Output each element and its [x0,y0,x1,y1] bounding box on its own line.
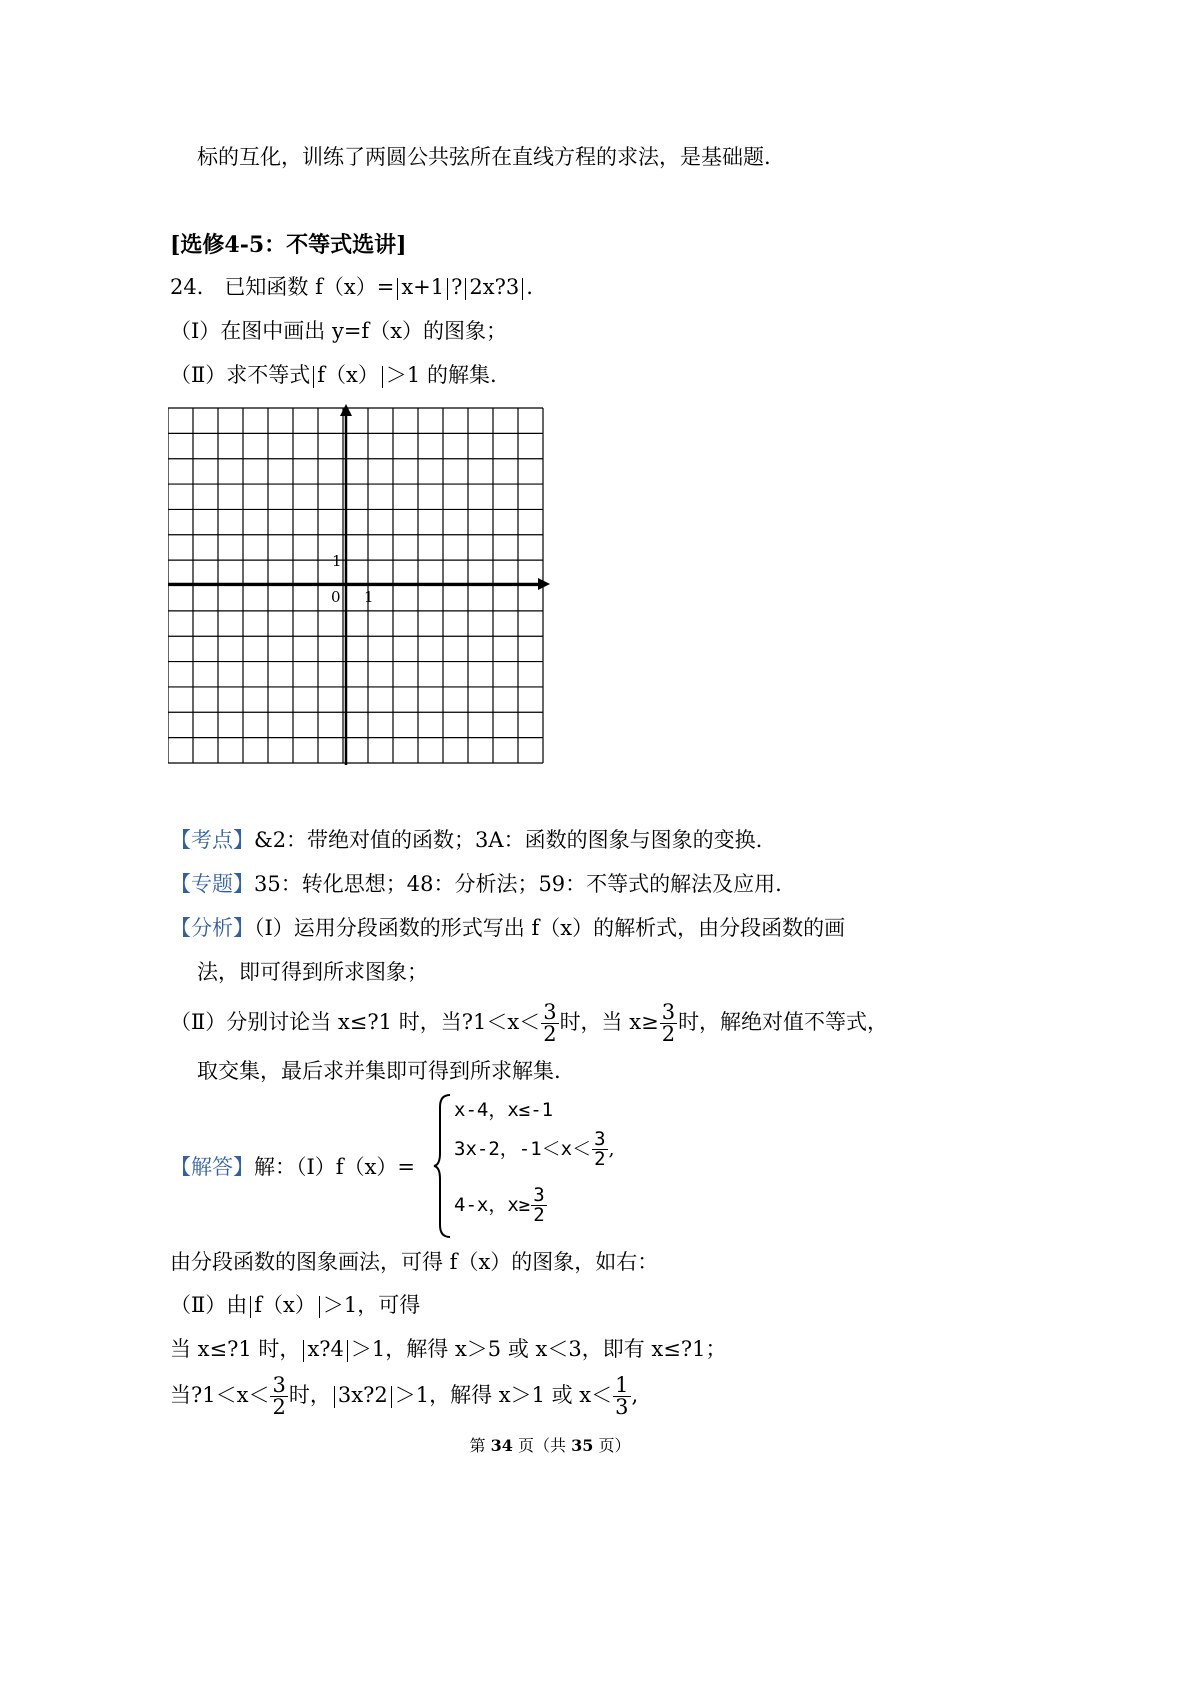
fenxi-text: 时，解绝对值不等式， [678,1010,889,1034]
kaodian-text: &2：带绝对值的函数；3A：函数的图象与图象的变换. [254,828,763,852]
jieda-line3 [170,1291,420,1319]
fraction-denominator: 3 [615,1395,629,1419]
abs-bar [465,278,466,300]
jieda-text: 当 [170,1383,191,1407]
jieda-text: 当 x≤ [170,1337,228,1361]
jieda-text: , [631,1383,639,1407]
page-number: 34 [490,1436,513,1455]
problem-text: 3 [505,275,520,299]
jieda-line2: 由分段函数的图象画法，可得 f（x）的图象，如右： [170,1250,659,1274]
missing-glyph: ? [319,1337,331,1361]
grid-lines [168,408,543,763]
fenxi-line3 [170,1000,888,1045]
jieda-text: f（x） [254,1293,316,1317]
fraction-denominator: 2 [272,1395,286,1419]
fenxi-text: 时，当 x≥ [559,1010,659,1034]
jieda-text: 1＜x＜ [202,1383,270,1407]
missing-glyph: ? [363,1383,375,1407]
problem-text: f（x） [317,363,379,387]
problem-text: 2x [469,275,495,299]
zhuanti-text: 35：转化思想；48：分析法；59：不等式的解法及应用. [254,872,782,896]
page-footer [0,1433,1100,1456]
fenxi-line1 [170,914,845,942]
fraction-denominator: 2 [543,1022,557,1046]
fraction-numerator: 3 [543,1000,557,1024]
abs-bar [397,278,398,300]
fraction [592,1130,607,1169]
fraction-numerator: 3 [272,1373,286,1397]
jieda-text: 1 时， [238,1337,301,1361]
abs-bar [447,278,448,300]
missing-glyph: ? [494,275,506,299]
abs-bar [334,1386,335,1408]
problem-number: 24． [170,275,218,299]
fraction-numerator: 3 [533,1184,545,1206]
y-tick-label: 1 [332,552,342,570]
jieda-text: 4 [330,1337,344,1361]
abs-bar [347,1340,348,1362]
section-title: [选修4-5：不等式选讲] [170,232,407,258]
x-axis-arrow [538,578,550,590]
jieda-text: 时， [288,1383,331,1407]
fraction [270,1375,287,1418]
jieda-text: （Ⅱ）由 [170,1293,248,1317]
jieda-text: x [307,1337,320,1361]
fenxi-line4: 取交集，最后求并集即可得到所求解集. [197,1059,561,1083]
abs-bar [313,366,314,388]
problem-part1: （Ⅰ）在图中画出 y=f（x）的图象； [170,319,508,343]
page-total: 35 [571,1436,594,1455]
missing-glyph: ? [367,1010,379,1034]
jieda-text: ＞1，解得 x＞1 或 x＜ [394,1383,613,1407]
jieda-text: 1； [692,1337,727,1361]
case-text: 3x-2，-1＜x＜ [454,1138,592,1160]
case-comma: , [608,1138,615,1160]
abs-bar [522,278,523,300]
fraction [613,1375,630,1418]
fraction [660,1002,677,1045]
fraction-numerator: 1 [615,1373,629,1397]
problem-text: 已知函数 f（x）= [224,275,395,299]
problem-text: （Ⅱ）求不等式 [170,363,311,387]
coordinate-grid [168,403,552,765]
fenxi-line2: 法，即可得到所求图象； [197,960,428,984]
piecewise-case2 [454,1130,615,1169]
jieda-text: 3x [337,1383,364,1407]
jieda-text: 2 [374,1383,388,1407]
kaodian-tag: 【考点】 [170,828,254,852]
kaodian-line [170,826,762,854]
fenxi-tag: 【分析】 [170,916,254,940]
abs-bar [382,366,383,388]
problem-text: x+1 [401,275,445,299]
zhuanti-line [170,870,782,898]
missing-glyph: ? [680,1337,693,1361]
piecewise-case1: x-4，x≤-1 [454,1099,554,1121]
jieda-text: ＞1，可得 [322,1293,421,1317]
footer-text: 第 [469,1436,491,1455]
jieda-lead [170,1153,415,1181]
fraction-numerator: 3 [594,1128,606,1150]
problem-part2 [170,361,497,389]
fenxi-text: （Ⅰ）运用分段函数的形式写出 f（x）的解析式，由分段函数的画 [254,916,846,940]
y-axis-arrow [340,404,352,416]
origin-label: 0 [331,588,341,606]
piecewise-case3 [454,1186,548,1225]
problem-text: . [526,275,533,299]
jieda-text: 解：（Ⅰ）f（x）= [254,1155,416,1179]
continuation-text: 标的互化，训练了两圆公共弦所在直线方程的求法，是基础题. [197,145,771,169]
zhuanti-tag: 【专题】 [170,872,254,896]
problem-text: ＞1 的解集. [385,363,497,387]
missing-glyph: ? [461,1010,473,1034]
piecewise-brace [432,1093,454,1239]
jieda-line5 [170,1373,638,1418]
fraction [531,1186,546,1225]
footer-text: 页） [593,1436,631,1455]
fenxi-text: 1 时，当 [378,1010,462,1034]
abs-bar [250,1296,251,1318]
fraction [541,1002,558,1045]
abs-bar [319,1296,320,1318]
missing-glyph: ? [227,1337,239,1361]
missing-glyph: ? [451,275,463,299]
fraction-denominator: 2 [594,1148,606,1170]
fraction-denominator: 2 [661,1022,676,1046]
fraction-denominator: 2 [533,1204,545,1226]
abs-bar [303,1340,304,1362]
footer-text: 页（共 [512,1436,572,1455]
missing-glyph: ? [191,1383,203,1407]
fenxi-text: （Ⅱ）分别讨论当 x≤ [170,1010,368,1034]
jieda-tag: 【解答】 [170,1155,254,1179]
jieda-text: ＞1，解得 x＞5 或 x＜3，即有 x≤ [350,1337,681,1361]
case-text: 4-x，x≥ [454,1194,531,1216]
jieda-line4 [170,1335,726,1363]
problem-statement [170,273,533,301]
fenxi-text: 1＜x＜ [472,1010,541,1034]
abs-bar [391,1386,392,1408]
x-tick-label: 1 [364,588,374,606]
fraction-numerator: 3 [661,1000,676,1024]
